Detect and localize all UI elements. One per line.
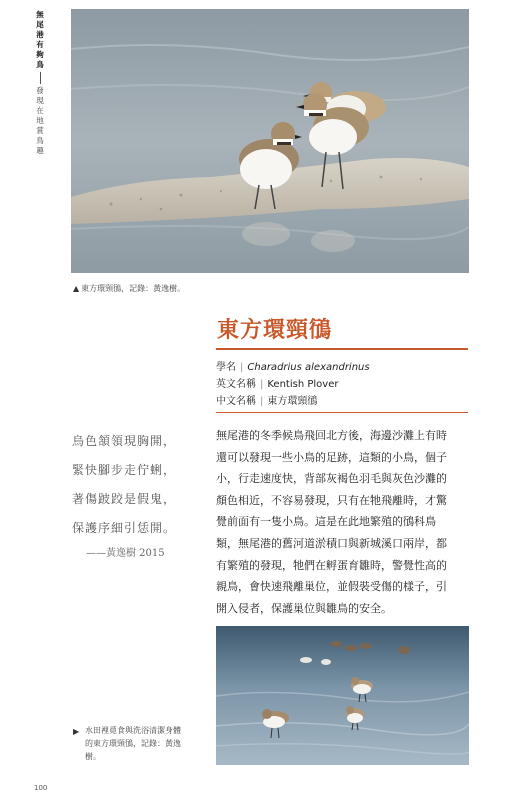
top-photo-caption-text: 東方環頸鴴，記錄：黃逸樹。: [81, 284, 186, 293]
body-line: 無尾港的冬季候鳥飛回北方後，海邊沙灘上有時: [216, 429, 447, 442]
body-line: 開入侵者，保護巢位與雛鳥的安全。: [216, 601, 392, 615]
photo-plovers-shore: [71, 9, 469, 273]
label-separator: |: [260, 379, 264, 390]
body-line: 有繁殖的發現，牠們在孵蛋育雛時，警覺性高的: [216, 558, 447, 572]
body-line: 還可以發現一些小鳥的足跡，這類的小鳥，個子: [216, 450, 447, 464]
label-separator: |: [260, 396, 264, 407]
section-title-char: 尾: [36, 20, 44, 29]
body-line: 類，無尾港的舊河道淤積口與新城溪口兩岸，都: [216, 536, 447, 550]
english-name-row: [216, 375, 338, 390]
scientific-name: Charadrius alexandrinus: [247, 362, 370, 373]
section-divider: [40, 72, 41, 84]
poem-line: 著傷跛跤是假鬼，: [72, 492, 177, 506]
poem-attribution: ——黃逸樹 2015: [86, 548, 165, 559]
title-rule: [216, 348, 468, 350]
section-subtitle-char: 現: [36, 96, 44, 105]
english-name: Kentish Plover: [267, 379, 339, 390]
page-number: 100: [34, 784, 48, 792]
info-rule: [216, 412, 468, 413]
poem-line: 緊快腳步走佇蜊，: [72, 463, 177, 477]
article-body: [216, 425, 470, 619]
scientific-name-row: [216, 358, 370, 373]
body-line: 小，行走速度快，背部灰褐色羽毛與灰色沙灘的: [216, 472, 447, 486]
section-title-char: 港: [36, 30, 44, 39]
section-subtitle-char: 趣: [36, 146, 44, 155]
photo-plovers-paddy: [216, 626, 469, 765]
section-title-char: 鳥: [36, 60, 44, 69]
section-subtitle-char: 在: [36, 106, 44, 115]
body-line: 親鳥，會快速飛離巢位，並假裝受傷的樣子，引: [216, 580, 447, 594]
caption-pointer-icon: ▶: [73, 727, 80, 736]
chinese-name-row: [216, 392, 317, 407]
running-section-title: [33, 10, 47, 156]
bottom-photo-caption-text: 水田裡覓食與洗浴清潔身體的東方環頸鴴，記錄：黃逸樹。: [85, 726, 181, 761]
section-subtitle-char: 賞: [36, 126, 44, 135]
section-title-char: 夠: [36, 50, 44, 59]
section-subtitle-char: 發: [36, 86, 44, 95]
poem: [72, 427, 176, 568]
top-photo-caption: [73, 283, 185, 294]
caption-pointer-icon: ▲: [73, 284, 80, 293]
poem-line: 烏色頷領現胸開，: [72, 434, 177, 448]
poem-line: 保護序細引恁開。: [72, 521, 177, 535]
section-title-char: 無: [36, 10, 44, 19]
chinese-name: 東方環頸鴴: [267, 396, 318, 407]
english-name-label: 英文名稱: [216, 379, 256, 390]
section-title-char: 有: [36, 40, 44, 49]
section-subtitle-char: 鳥: [36, 136, 44, 145]
body-line: 顏色相近，不容易發現，只有在牠飛離時，才驚: [216, 493, 447, 507]
bottom-photo-caption: [73, 724, 188, 763]
section-subtitle-char: 地: [36, 116, 44, 125]
chinese-name-label: 中文名稱: [216, 396, 256, 407]
label-separator: |: [240, 362, 244, 373]
scientific-name-label: 學名: [216, 362, 236, 373]
body-line: 覺前面有一隻小鳥。這是在此地繁殖的鴴科鳥: [216, 515, 436, 529]
bird-title: 東方環頸鴴: [217, 317, 333, 343]
